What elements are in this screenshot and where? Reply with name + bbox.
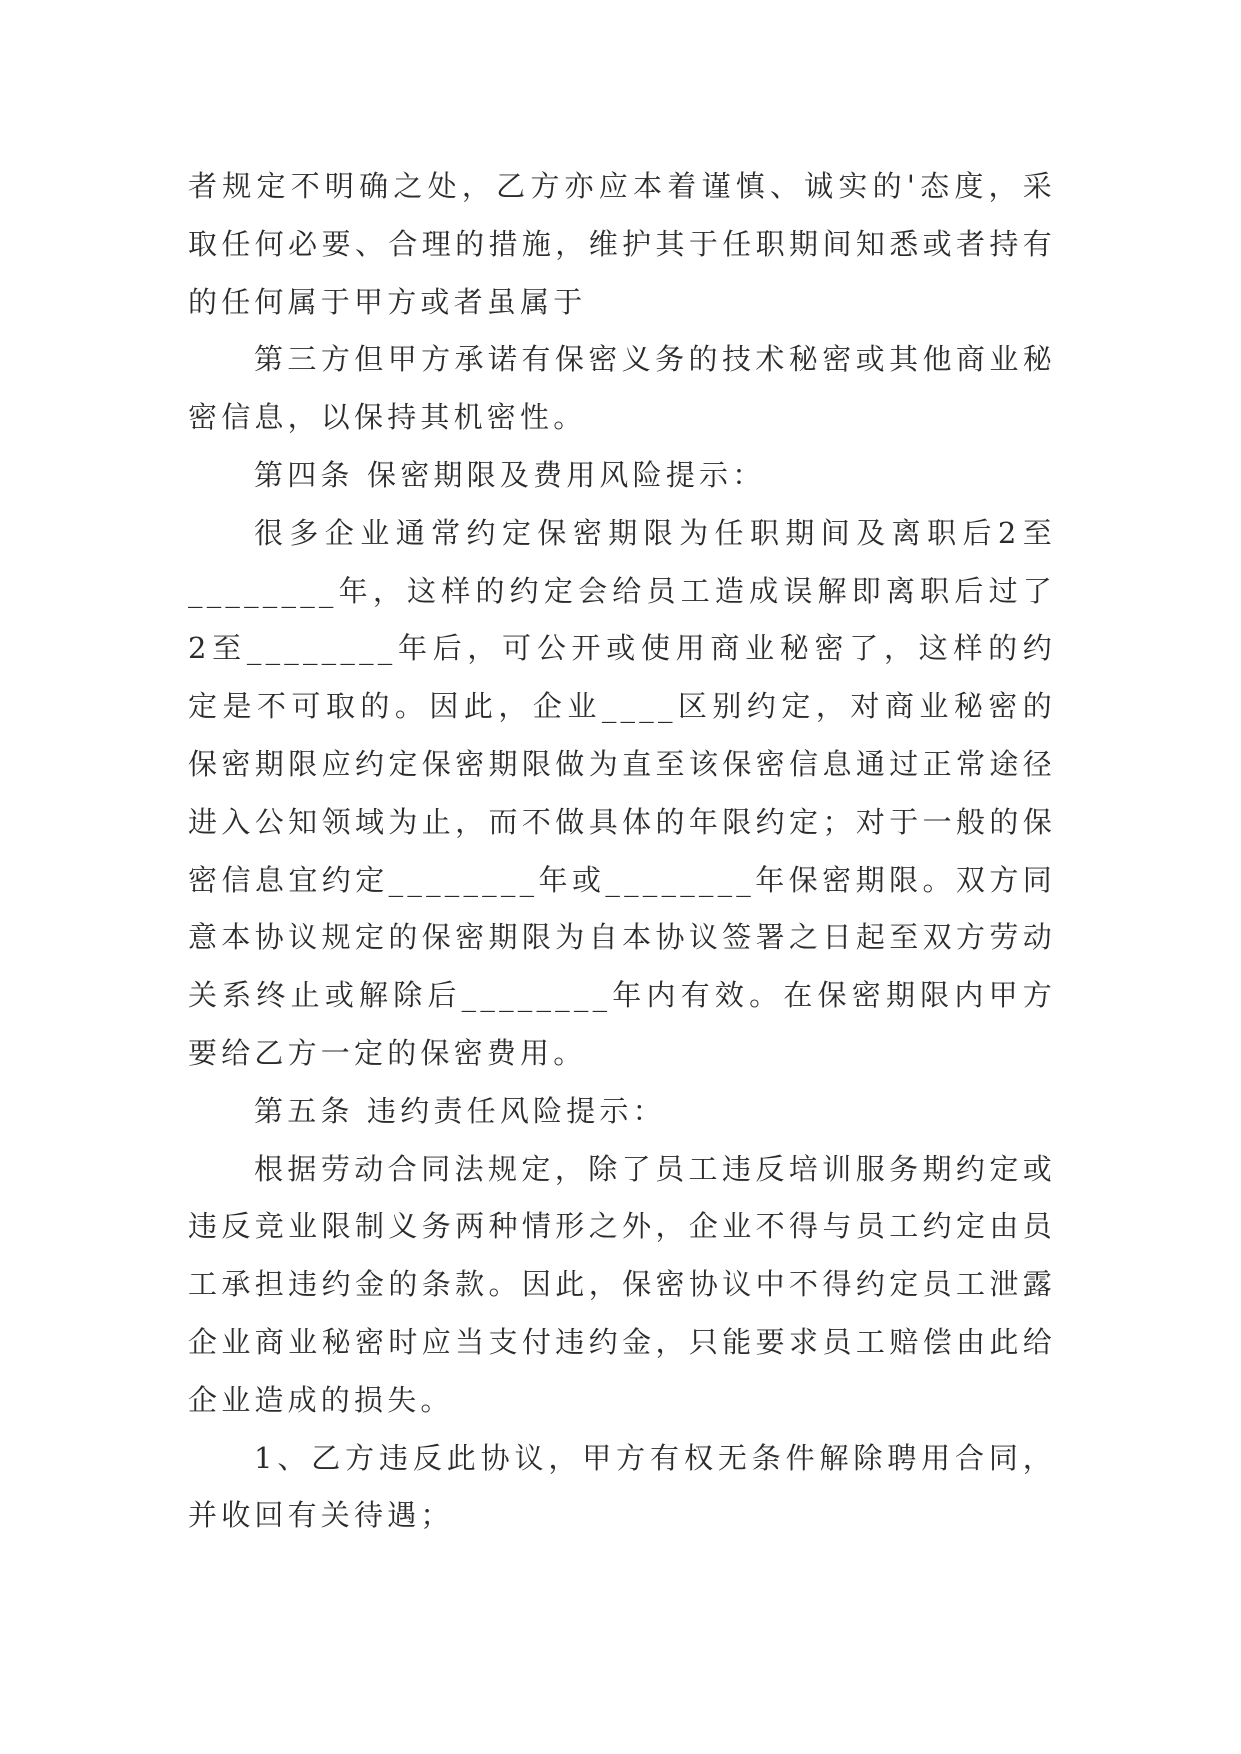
- paragraph-clause-1: 1、乙方违反此协议，甲方有权无条件解除聘用合同，并收回有关待遇；: [188, 1440, 1056, 1533]
- section-heading-article-5: 第五条 违约责任风险提示：: [254, 1093, 666, 1128]
- section-heading-article-4: 第四条 保密期限及费用风险提示：: [254, 457, 766, 492]
- paragraph-liability: 根据劳动合同法规定，除了员工违反培训服务期约定或违反竞业限制义务两种情形之外，企业不得与员工约定由员工承担违约金的条款。因此，保密协议中不得约定员工泄露企业商业秘密时应当支付违约金，只能要求员工赔偿由此给企业造成的损失。: [188, 1151, 1056, 1417]
- paragraph-third-party: 第三方但甲方承诺有保密义务的技术秘密或其他商业秘密信息，以保持其机密性。: [188, 342, 1056, 435]
- paragraph-continuation: 者规定不明确之处，乙方亦应本着谨慎、诚实的'态度，采取任何必要、合理的措施，维护其于任职期间知悉或者持有的任何属于甲方或者虽属于: [188, 169, 1056, 319]
- paragraph-confidentiality-term: 很多企业通常约定保密期限为任职期间及离职后2至________年，这样的约定会给员工造成误解即离职后过了2至________年后，可公开或使用商业秘密了，这样的约定是不可取的。因此，企业____区别约定，对商业秘密的保密期限应约定保密期限做为直至该保密信息通过正常途径进入公知领域为止，而不做具体的年限约定；对于一般的保密信息宜约定________年或________年保密期限。双方同意本协议规定的保密期限为自本协议签署之日起至双方劳动关系终止或解除后________年内有效。在保密期限内甲方要给乙方一定的保密费用。: [188, 515, 1056, 1070]
- document-body: [188, 158, 1056, 1545]
